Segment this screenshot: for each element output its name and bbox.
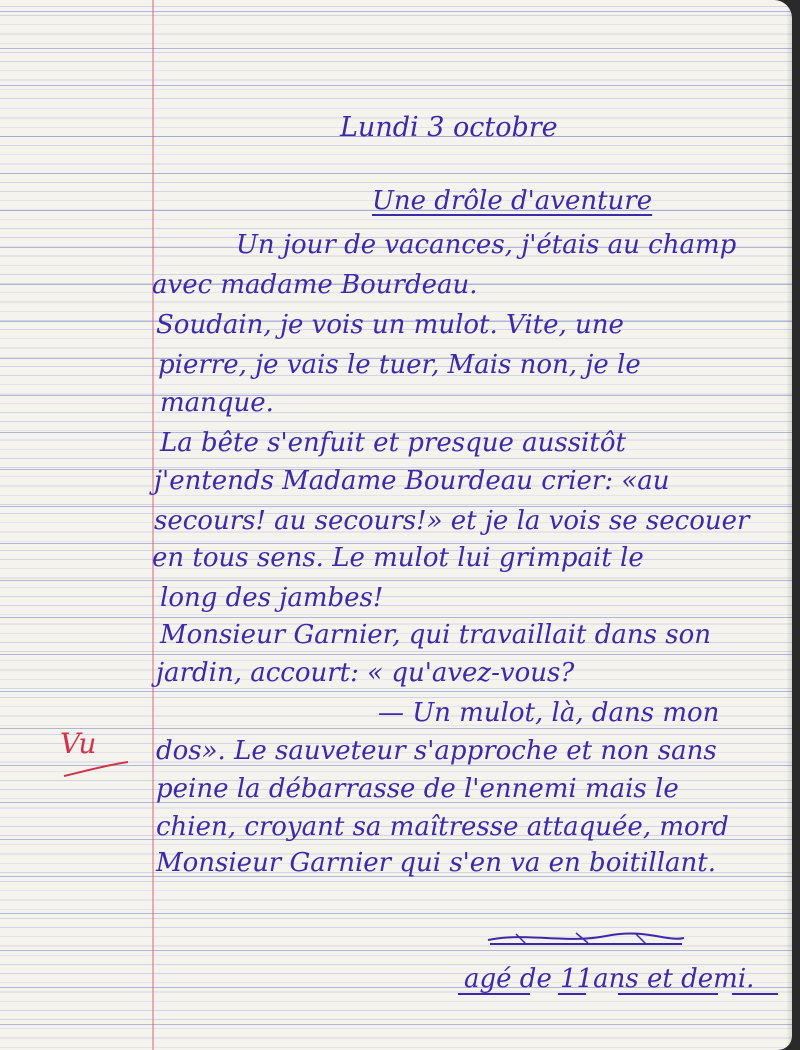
signature-line: agé de 11ans et demi. [464,964,755,994]
signature-underline [458,988,780,1004]
text-line: Soudain, je vois un mulot. Vite, une [156,310,624,340]
text-line: — Un mulot, là, dans mon [378,698,720,728]
text-line: pierre, je vais le tuer, Mais non, je le [158,350,641,380]
text-line: secours! au secours!» et je la vois se secouer [154,506,750,536]
teacher-mark: Vu [60,727,97,760]
text-line: Un jour de vacances, j'étais au champ [236,230,737,260]
text-line: Monsieur Garnier qui s'en va en boitillant. [156,848,717,878]
text-line: Monsieur Garnier, qui travaillait dans son [160,620,712,650]
text-line: j'entends Madame Bourdeau crier: «au [154,466,670,496]
scratched-out-text [486,928,686,948]
teacher-mark-flourish [62,758,132,780]
entry-title: Une drôle d'aventure [372,186,653,216]
text-line: manque. [160,388,274,418]
text-line: avec madame Bourdeau. [152,270,478,300]
text-line: jardin, accourt: « qu'avez-vous? [156,658,575,688]
entry-date: Lundi 3 octobre [340,112,558,143]
text-line: dos». Le sauveteur s'approche et non sans [156,736,717,766]
text-line: chien, croyant sa maîtresse attaquée, mord [156,812,729,842]
text-line: en tous sens. Le mulot lui grimpait le [152,543,644,573]
text-line: La bête s'enfuit et presque aussitôt [160,428,626,458]
text-line: peine la débarrasse de l'ennemi mais le [156,774,679,804]
text-line: long des jambes! [160,583,384,613]
